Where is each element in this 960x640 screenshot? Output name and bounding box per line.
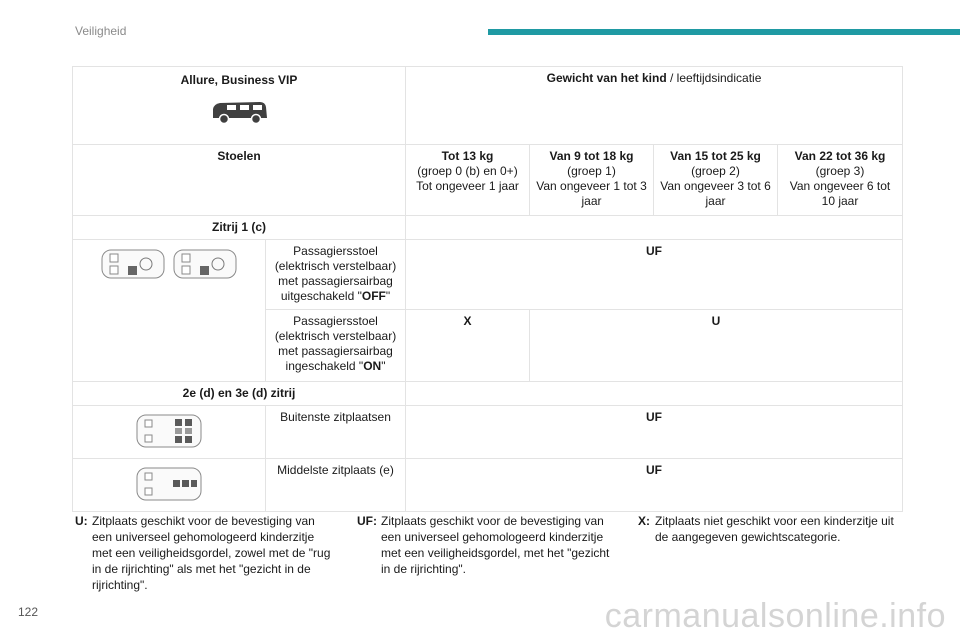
weight-header-rest: / leeftijdsindicatie [666, 71, 762, 85]
group-2-cell [654, 145, 778, 216]
group-0-weight: Tot 13 kg [441, 149, 494, 163]
legend-u-text: Zitplaats geschikt voor de bevestiging van een universeel gehomologeerd kinderzitje met een veiligheidsgordel, zowel met de "rug in de rijrichting" als met het "gezicht in de rijrichting". [92, 514, 331, 592]
group-2-weight: Van 15 tot 25 kg [670, 149, 761, 163]
passenger-on-value-group0: X [406, 310, 530, 382]
front-seat-diagram-off [100, 246, 166, 282]
row23-label: 2e (d) en 3e (d) zitrij [73, 382, 406, 406]
section-title: Veiligheid [75, 24, 127, 38]
passenger-off-value: UF [406, 240, 903, 310]
outer-seats-value: UF [406, 406, 903, 459]
row1-empty [406, 216, 903, 240]
group-3-weight: Van 22 tot 36 kg [794, 149, 886, 163]
child-seat-table [72, 66, 903, 512]
front-seat-diagram-on [172, 246, 238, 282]
group-2-age: Van ongeveer 3 tot 6 jaar [660, 179, 771, 208]
legend-u-key: U: [75, 514, 88, 528]
row1-label: Zitrij 1 (c) [73, 216, 406, 240]
group-3-cell [778, 145, 903, 216]
group-1-cell [530, 145, 654, 216]
group-1-group: (groep 1) [567, 164, 616, 178]
passenger-off-end: " [385, 289, 391, 303]
row23-empty [406, 382, 903, 406]
group-0-group: (groep 0 (b) en 0+) [417, 164, 518, 178]
outer-seats-diagram [135, 412, 203, 450]
group-1-age: Van ongeveer 1 tot 3 jaar [536, 179, 647, 208]
seats-label: Stoelen [73, 145, 406, 216]
legend-uf-text: Zitplaats geschikt voor de bevestiging van een universeel gehomologeerd kinderzitje met een veiligheidsgordel, met het "gezicht in de rijrichting". [381, 514, 610, 576]
legend-x-text: Zitplaats niet geschikt voor een kinderzitje uit de aangegeven gewichtscategorie. [655, 514, 894, 544]
middle-seat-value: UF [406, 459, 903, 512]
van-icon [210, 98, 268, 124]
passenger-on-text: Passagiersstoel (elektrisch verstelbaar) met passagiersairbag ingeschakeld " [274, 314, 397, 373]
legend-u [75, 513, 337, 593]
middle-seat-diagram [135, 465, 203, 503]
passenger-on-bold: ON [363, 359, 382, 373]
passenger-on-value-rest: U [530, 310, 903, 382]
passenger-off-bold: OFF [361, 289, 386, 303]
outer-seats-label: Buitenste zitplaatsen [266, 406, 406, 459]
middle-seat-diagram-cell [73, 459, 266, 512]
legend-x [638, 513, 900, 545]
group-0-age: Tot ongeveer 1 jaar [416, 179, 519, 193]
passenger-on-cell [266, 310, 406, 382]
header-accent-bar [488, 29, 960, 35]
legend-uf-key: UF: [357, 514, 377, 528]
group-1-weight: Van 9 tot 18 kg [549, 149, 634, 163]
model-header-cell [73, 67, 406, 145]
legend-x-key: X: [638, 514, 650, 528]
model-name: Allure, Business VIP [180, 73, 298, 87]
outer-seats-diagram-cell [73, 406, 266, 459]
weight-header-bold: Gewicht van het kind [546, 71, 667, 85]
row1-diagram-cell [73, 240, 266, 382]
group-3-age: Van ongeveer 6 tot 10 jaar [789, 179, 891, 208]
watermark-text: carmanualsonline.info [604, 597, 946, 635]
legend-uf [357, 513, 615, 577]
group-3-group: (groep 3) [815, 164, 865, 178]
page-number: 122 [18, 605, 39, 619]
middle-seat-label: Middelste zitplaats (e) [266, 459, 406, 512]
passenger-off-cell [266, 240, 406, 310]
weight-header-cell [406, 67, 903, 145]
passenger-off-text: Passagiersstoel (elektrisch verstelbaar) met passagiersairbag uitgeschakeld " [274, 244, 397, 303]
passenger-on-end: " [381, 359, 386, 373]
group-0-cell [406, 145, 530, 216]
group-2-group: (groep 2) [691, 164, 740, 178]
